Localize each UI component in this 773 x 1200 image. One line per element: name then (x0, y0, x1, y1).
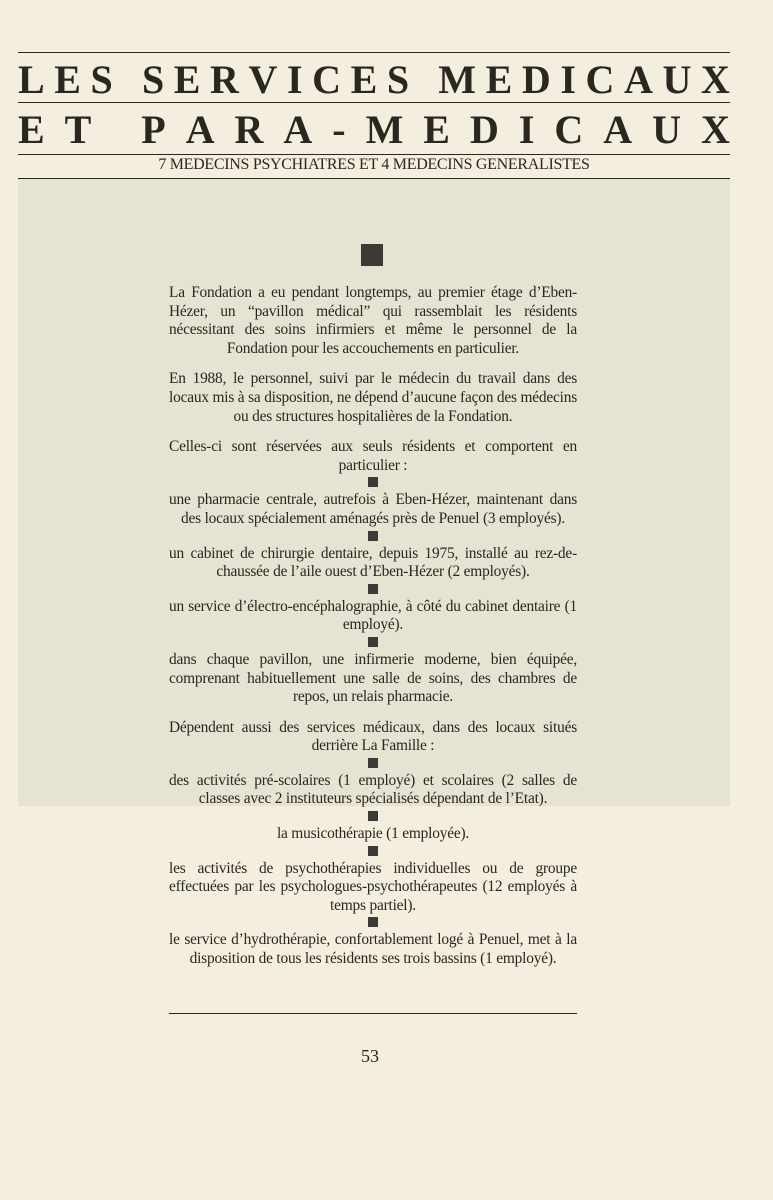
title-letter: X (700, 107, 730, 152)
body-text (169, 284, 577, 971)
page-number: 53 (361, 1046, 379, 1066)
title-letter: S (141, 57, 165, 102)
title-letter: E (54, 57, 81, 102)
subtitle: 7 MEDECINS PSYCHIATRES ET 4 MEDECINS GENERALISTES (158, 156, 590, 173)
title-letter: A (283, 107, 313, 152)
title-letter: M (365, 107, 404, 152)
list-item: les activités de psychothérapies individuelles ou de groupe effectuées par les psychologues-psychothérapeutes (12 employés à temps partiel). (169, 859, 577, 914)
title-letter: R (210, 57, 239, 102)
title-letter: E (423, 107, 450, 152)
title-letter: X (700, 57, 730, 102)
footer-rule (169, 1013, 577, 1014)
title-line-1 (18, 54, 730, 106)
title-letter: U (662, 57, 692, 102)
title-letter: I (560, 57, 576, 102)
title-letter: E (18, 107, 45, 152)
title-letter: I (518, 107, 535, 152)
title-letter: D (521, 57, 551, 102)
title-letter (111, 104, 121, 156)
title-line-2 (18, 104, 730, 156)
bullet-square (368, 758, 378, 768)
bullet-square (368, 637, 378, 647)
title-letter: C (585, 57, 615, 102)
list-item: dans chaque pavillon, une infirmerie moderne, bien équipée, comprenant habituellement une salle de soins, des chambres de repos, un relais pharmacie. (169, 650, 577, 706)
title-letter: E (350, 57, 378, 102)
bullet-square (368, 811, 378, 821)
rule-under-title (18, 154, 730, 155)
rule-mid (18, 102, 730, 103)
bullet-square (368, 531, 378, 541)
paragraph-4: Dépendent aussi des services médicaux, dans des locaux situés derrière La Famille : (169, 718, 577, 755)
title-letter: E (173, 57, 201, 102)
list-item: un service d’électro-encéphalographie, à côté du cabinet dentaire (1 employé). (169, 597, 577, 634)
list-item: la musicothérapie (1 employée). (276, 825, 470, 843)
rule-top (18, 52, 730, 53)
title-letter: S (386, 57, 410, 102)
title-letter: M (438, 57, 477, 102)
title-letter: C (312, 57, 342, 102)
section-marker-square (361, 244, 383, 266)
title-letter: P (141, 107, 166, 152)
bullet-square (368, 477, 378, 487)
list-item: une pharmacie centrale, autrefois à Eben-Hézer, maintenant dans des locaux spécialement aménagés près de Penuel (3 employés). (169, 491, 577, 527)
title-letter (122, 54, 132, 106)
list-item: le service d’hydrothérapie, confortablement logé à Penuel, met à la disposition de tous les résidents ses trois bassins (1 employé). (169, 931, 577, 968)
title-letter: R (234, 107, 264, 152)
bullet-square (368, 917, 378, 927)
paragraph-2: En 1988, le personnel, suivi par le médecin du travail dans des locaux mis à sa disposition, ne dépend d’aucune façon des médecins ou des structures hospitalières de la Fondation. (169, 370, 577, 425)
title-letter: I (286, 57, 303, 102)
title-letter: A (603, 107, 633, 152)
title-letter: U (652, 107, 681, 152)
title-letter: T (64, 107, 92, 152)
title-letter: D (469, 107, 499, 152)
title-letter: S (90, 57, 113, 102)
paragraph-1: La Fondation a eu pendant longtemps, au premier étage d’Eben-Hézer, un “pavillon médical” qui rassemblait les résidents nécessitant des soins infirmiers et même le personnel de la Fondation pour les accouchements en particulier. (169, 284, 577, 357)
title-letter: C (554, 107, 584, 152)
title-letter: A (185, 107, 215, 152)
title-letter: A (623, 57, 653, 102)
list-item: des activités pré-scolaires (1 employé) et scolaires (2 salles de classes avec 2 instituteurs spécialisés dépendant de l’Etat). (169, 771, 577, 808)
title-letter: - (332, 107, 346, 152)
paragraph-3: Celles-ci sont réservées aux seuls résidents et comportent en particulier : (169, 438, 577, 474)
list-item: un cabinet de chirurgie dentaire, depuis 1975, installé au rez-de-chaussée de l’aile ouest d’Eben-Hézer (2 employés). (169, 544, 577, 581)
title-letter (419, 54, 429, 106)
title-letter: L (18, 57, 45, 102)
bullet-square (368, 584, 378, 594)
title-letter: E (485, 57, 513, 102)
title-letter: V (248, 57, 278, 102)
rule-under-subtitle (18, 178, 730, 179)
bullet-square (368, 846, 378, 856)
